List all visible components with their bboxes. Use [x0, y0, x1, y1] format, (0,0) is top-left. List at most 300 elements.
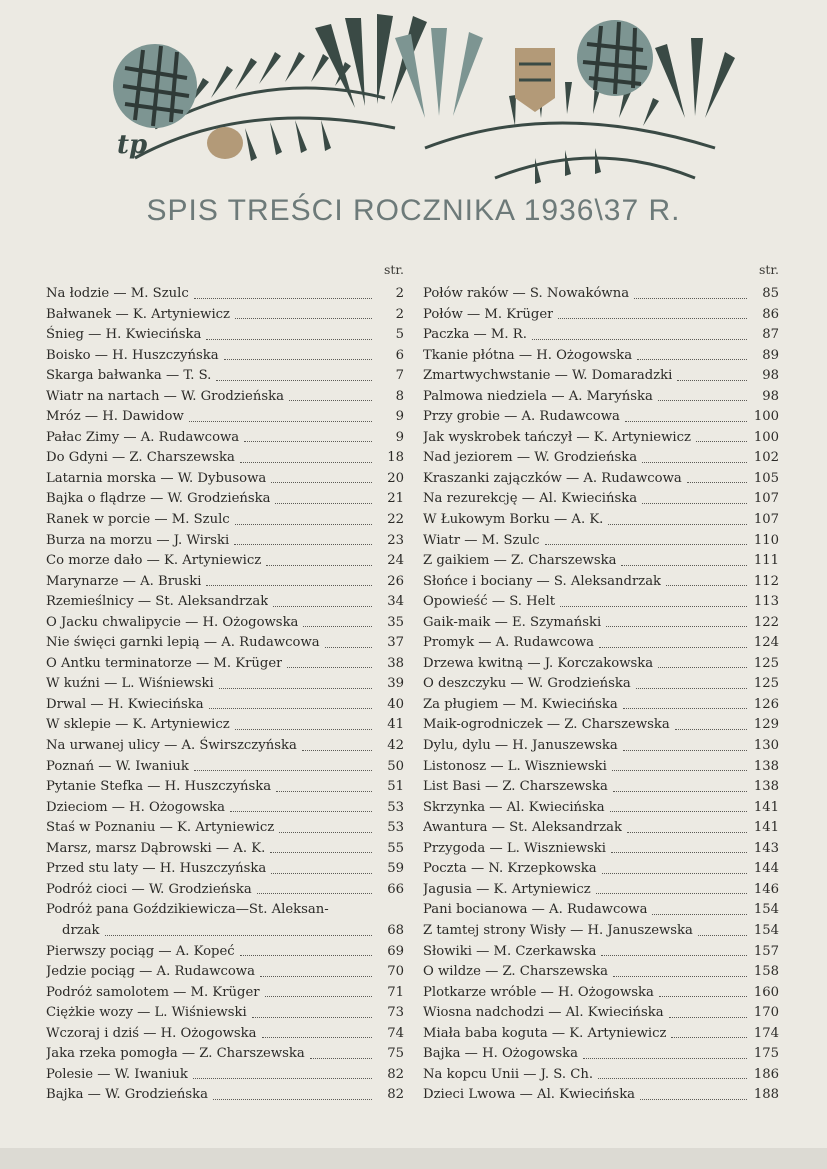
entry-page-number: 160: [753, 984, 779, 1000]
entry-page-number: 157: [753, 943, 779, 959]
dot-leader: [266, 565, 372, 566]
page-label: str.: [758, 262, 779, 277]
entry-title: Bajka — W. Grodzieńska: [46, 1087, 209, 1103]
toc-entry: [46, 1024, 404, 1045]
entry-page-number: 9: [395, 409, 404, 425]
entry-title: Palmowa niedziela — A. Maryńska: [423, 388, 653, 404]
entry-title: Na urwanej ulicy — A. Świrszczyńska: [46, 738, 297, 754]
toc-entry: [423, 387, 779, 408]
entry-title: Pytanie Stefka — H. Huszczyńska: [46, 779, 272, 795]
entry-page-number: 186: [753, 1066, 779, 1082]
toc-entry: [423, 839, 779, 860]
dot-leader: [640, 1099, 747, 1100]
toc-entry: [423, 469, 779, 490]
entry-title: Maik-ogrodniczek — Z. Charszewska: [423, 717, 670, 733]
entry-page-number: 144: [753, 861, 779, 877]
entry-page-number: 138: [753, 779, 779, 795]
dot-leader: [270, 852, 372, 853]
entry-title: O Jacku chwalipycie — H. Ożogowska: [46, 614, 299, 630]
entry-title: O wildze — Z. Charszewska: [423, 964, 608, 980]
dot-leader: [652, 914, 747, 915]
dot-leader: [611, 852, 747, 853]
dot-leader: [265, 996, 372, 997]
entry-page-number: 71: [387, 984, 404, 1000]
toc-entry: [423, 613, 779, 634]
entry-page-number: 112: [753, 573, 779, 589]
toc-entry: [46, 510, 404, 531]
page-label: str.: [383, 262, 404, 277]
entry-title: Połów — M. Krüger: [423, 306, 554, 322]
entry-title: Z tamtej strony Wisły — H. Januszewska: [423, 922, 693, 938]
entry-page-number: 55: [387, 840, 404, 856]
entry-title: Bałwanek — K. Artyniewicz: [46, 306, 231, 322]
entry-title: Poznań — W. Iwaniuk: [46, 758, 189, 774]
toc-entry: [46, 777, 404, 798]
entry-title: Pani bocianowa — A. Rudawcowa: [423, 902, 648, 918]
dot-leader: [698, 935, 747, 936]
entry-title: Połów raków — S. Nowakówna: [423, 286, 630, 301]
entry-page-number: 129: [753, 717, 779, 733]
toc-entry: [46, 407, 404, 428]
dot-leader: [642, 503, 747, 504]
entry-page-number: 41: [387, 717, 404, 733]
entry-page-number: 125: [753, 655, 779, 671]
dot-leader: [189, 421, 372, 422]
entry-page-number: 141: [753, 820, 779, 836]
entry-title: Przy grobie — A. Rudawcowa: [423, 409, 620, 425]
dot-leader: [235, 318, 372, 319]
entry-page-number: 98: [762, 388, 779, 404]
dot-leader: [675, 729, 747, 730]
dot-leader: [262, 1037, 372, 1038]
entry-title: Słońce i bociany — S. Aleksandrzak: [423, 573, 662, 589]
dot-leader: [271, 482, 372, 483]
dot-leader: [213, 1099, 372, 1100]
dot-leader: [216, 380, 372, 381]
entry-page-number: 21: [387, 491, 404, 507]
dot-leader: [642, 462, 747, 463]
entry-page-number: 82: [387, 1087, 404, 1103]
entry-page-number: 9: [395, 429, 404, 445]
entry-title: Pałac Zimy — A. Rudawcowa: [46, 429, 240, 445]
toc-entry: [46, 1065, 404, 1086]
entry-page-number: 68: [387, 922, 404, 938]
entry-title: W sklepie — K. Artyniewicz: [46, 717, 230, 733]
dot-leader: [234, 544, 372, 545]
toc-entry: [46, 1085, 404, 1106]
toc-entry: [46, 572, 404, 593]
entry-page-number: 175: [753, 1046, 779, 1062]
entry-title: Tkanie płótna — H. Ożogowska: [423, 347, 633, 363]
entry-title: Podróż pana Goździkiewicza—St. Aleksan-: [46, 902, 329, 918]
toc-entry: [423, 1065, 779, 1086]
toc-entry: [46, 757, 404, 778]
toc-entry: [46, 962, 404, 983]
entry-page-number: 37: [387, 635, 404, 651]
toc-entry: [423, 798, 779, 819]
entry-title: Rzemieślnicy — St. Aleksandrzak: [46, 594, 269, 610]
dot-leader: [275, 503, 372, 504]
floral-ornament: [95, 8, 735, 188]
toc-entry: [423, 407, 779, 428]
toc-list-right: [423, 284, 779, 1106]
entry-page-number: 39: [387, 676, 404, 692]
toc-entry: [423, 448, 779, 469]
toc-entry: [46, 818, 404, 839]
dot-leader: [658, 667, 747, 668]
dot-leader: [596, 893, 747, 894]
toc-entry: [46, 633, 404, 654]
entry-title: Wiatr na nartach — W. Grodzieńska: [46, 388, 284, 404]
entry-title: Dylu, dylu — H. Januszewska: [423, 738, 618, 754]
toc-entry: [46, 839, 404, 860]
dot-leader: [287, 667, 372, 668]
toc-entry: [423, 777, 779, 798]
entry-page-number: 50: [387, 758, 404, 774]
entry-title: Paczka — M. R.: [423, 327, 527, 343]
toc-entry: [423, 489, 779, 510]
entry-page-number: 70: [387, 964, 404, 980]
dot-leader: [637, 359, 747, 360]
dot-leader: [257, 893, 372, 894]
toc-entry: [46, 715, 404, 736]
entry-title: Jagusia — K. Artyniewicz: [423, 881, 591, 897]
entry-title: Wiosna nadchodzi — Al. Kwiecińska: [423, 1005, 664, 1021]
dot-leader: [325, 647, 372, 648]
entry-title: Słowiki — M. Czerkawska: [423, 943, 597, 959]
toc-entry: [46, 736, 404, 757]
toc-entry: [423, 633, 779, 654]
entry-title: Do Gdyni — Z. Charszewska: [46, 450, 235, 466]
dot-leader: [634, 298, 747, 299]
entry-page-number: 35: [387, 614, 404, 630]
toc-entry: [46, 674, 404, 695]
toc-entry: [423, 757, 779, 778]
entry-page-number: 23: [387, 532, 404, 548]
entry-page-number: 18: [387, 450, 404, 466]
dot-leader: [636, 688, 747, 689]
entry-page-number: 2: [395, 306, 404, 322]
entry-title: Dzieciom — H. Ożogowska: [46, 799, 226, 815]
toc-entry: [423, 1085, 779, 1106]
toc-entry: [46, 325, 404, 346]
dot-leader: [194, 298, 372, 299]
dot-leader: [627, 832, 747, 833]
toc-entry: [46, 305, 404, 326]
toc-entry: [46, 489, 404, 510]
entry-title: Skarga bałwanka — T. S.: [46, 368, 212, 384]
dot-leader: [206, 339, 372, 340]
toc-entry: [46, 387, 404, 408]
dot-leader: [583, 1058, 747, 1059]
dot-leader: [105, 935, 372, 936]
entry-title: O Antku terminatorze — M. Krüger: [46, 655, 283, 671]
dot-leader: [279, 832, 372, 833]
entry-page-number: 2: [395, 286, 404, 301]
entry-page-number: 100: [753, 429, 779, 445]
dot-leader: [696, 441, 747, 442]
entry-title: Awantura — St. Aleksandrzak: [423, 820, 623, 836]
toc-list-left: [46, 284, 404, 1106]
entry-title: Jedzie pociąg — A. Rudawcowa: [46, 964, 255, 980]
entry-page-number: 138: [753, 758, 779, 774]
entry-title: Plotkarze wróble — H. Ożogowska: [423, 984, 654, 1000]
entry-page-number: 34: [387, 594, 404, 610]
entry-title: Opowieść — S. Helt: [423, 594, 555, 610]
dot-leader: [219, 688, 372, 689]
dot-leader: [560, 606, 747, 607]
entry-title: Poczta — N. Krzepkowska: [423, 861, 597, 877]
entry-title: Pierwszy pociąg — A. Kopeć: [46, 943, 235, 959]
entry-page-number: 8: [395, 388, 404, 404]
entry-page-number: 89: [762, 347, 779, 363]
entry-page-number: 7: [395, 368, 404, 384]
entry-title: Z gaikiem — Z. Charszewska: [423, 553, 617, 569]
entry-title: Drwal — H. Kwiecińska: [46, 696, 204, 712]
dot-leader: [601, 955, 747, 956]
entry-title: Za pługiem — M. Kwiecińska: [423, 696, 618, 712]
page-column-header: [46, 262, 404, 284]
dot-leader: [206, 585, 372, 586]
dot-leader: [623, 708, 747, 709]
toc-entry: [423, 880, 779, 901]
toc-entry: [423, 736, 779, 757]
toc-entry: [46, 942, 404, 963]
entry-title: Podróż cioci — W. Grodzieńska: [46, 881, 252, 897]
toc-entry: [46, 531, 404, 552]
entry-title: Jaka rzeka pomogła — Z. Charszewska: [46, 1046, 305, 1062]
entry-title: Na łodzie — M. Szulc: [46, 286, 189, 301]
entry-title: W kuźni — L. Wiśniewski: [46, 676, 214, 692]
toc-entry: [46, 798, 404, 819]
entry-page-number: 113: [753, 594, 779, 610]
entry-page-number: 146: [753, 881, 779, 897]
entry-title: Na rezurekcję — Al. Kwiecińska: [423, 491, 638, 507]
entry-title: Dzieci Lwowa — Al. Kwiecińska: [423, 1087, 636, 1103]
toc-entry: [423, 859, 779, 880]
toc-entry: [423, 346, 779, 367]
entry-title: Bajka o flądrze — W. Grodzieńska: [46, 491, 271, 507]
entry-page-number: 6: [395, 347, 404, 363]
entry-page-number: 5: [395, 327, 404, 343]
entry-page-number: 188: [753, 1087, 779, 1103]
dot-leader: [545, 544, 747, 545]
toc-entry: [46, 983, 404, 1004]
dot-leader: [602, 873, 747, 874]
dot-leader: [659, 996, 747, 997]
entry-page-number: 20: [387, 470, 404, 486]
dot-leader: [658, 400, 747, 401]
toc-entry: [423, 325, 779, 346]
entry-page-number: 73: [387, 1005, 404, 1021]
entry-title: Staś w Poznaniu — K. Artyniewicz: [46, 820, 275, 836]
dot-leader: [209, 708, 372, 709]
entry-title: Co morze dało — K. Artyniewicz: [46, 553, 262, 569]
entry-title: Kraszanki zajączków — A. Rudawcowa: [423, 470, 682, 486]
entry-title: Latarnia morska — W. Dybusowa: [46, 470, 267, 486]
entry-title: Wiatr — M. Szulc: [423, 532, 540, 548]
toc-entry: [46, 366, 404, 387]
dot-leader: [244, 441, 372, 442]
entry-title: Mróz — H. Dawidow: [46, 409, 184, 425]
entry-title: Nie święci garnki lepią — A. Rudawcowa: [46, 635, 320, 651]
toc-entry: [423, 510, 779, 531]
toc-entry: [423, 900, 779, 921]
toc-entry: [423, 674, 779, 695]
dot-leader: [271, 873, 372, 874]
entry-title: Gaik-maik — E. Szymański: [423, 614, 602, 630]
entry-page-number: 85: [762, 286, 779, 301]
entry-page-number: 125: [753, 676, 779, 692]
dot-leader: [558, 318, 747, 319]
toc-entry: [46, 428, 404, 449]
entry-title: Boisko — H. Huszczyńska: [46, 347, 219, 363]
entry-page-number: 122: [753, 614, 779, 630]
entry-page-number: 174: [753, 1025, 779, 1041]
dot-leader: [599, 647, 747, 648]
toc-entry: [46, 448, 404, 469]
toc-entry: [46, 346, 404, 367]
toc-entry: [423, 654, 779, 675]
page-title: SPIS TREŚCI ROCZNIKA 1936\37 R.: [146, 194, 681, 227]
dot-leader: [235, 524, 372, 525]
entry-title: O deszczyku — W. Grodzieńska: [423, 676, 631, 692]
entry-title: Drzewa kwitną — J. Korczakowska: [423, 655, 654, 671]
toc-entry: [46, 859, 404, 880]
monogram-logo: tp: [117, 130, 148, 160]
entry-page-number: 86: [762, 306, 779, 322]
entry-title: Na kopcu Unii — J. S. Ch.: [423, 1066, 594, 1082]
toc-entry: [46, 695, 404, 716]
entry-title: Miała baba koguta — K. Artyniewicz: [423, 1025, 667, 1041]
dot-leader: [273, 606, 372, 607]
entry-title: Marynarze — A. Bruski: [46, 573, 202, 589]
entry-page-number: 87: [762, 327, 779, 343]
toc-entry: [423, 1044, 779, 1065]
dot-leader: [671, 1037, 747, 1038]
entry-title: Wczoraj i dziś — H. Ożogowska: [46, 1025, 257, 1041]
toc-entry: [46, 880, 404, 901]
dot-leader: [235, 729, 372, 730]
toc-entry: [423, 818, 779, 839]
entry-page-number: 100: [753, 409, 779, 425]
toc-entry: [423, 531, 779, 552]
dot-leader: [623, 750, 747, 751]
entry-page-number: 170: [753, 1005, 779, 1021]
dot-leader: [302, 750, 372, 751]
entry-page-number: 82: [387, 1066, 404, 1082]
dot-leader: [310, 1058, 372, 1059]
entry-page-number: 75: [387, 1046, 404, 1062]
entry-title: Zmartwychwstanie — W. Domaradzki: [423, 368, 673, 384]
toc-entry: [423, 942, 779, 963]
dot-leader: [598, 1078, 747, 1079]
entry-page-number: 143: [753, 840, 779, 856]
entry-title: Promyk — A. Rudawcowa: [423, 635, 595, 651]
entry-page-number: 24: [387, 553, 404, 569]
entry-title: Podróż samolotem — M. Krüger: [46, 984, 260, 1000]
dot-leader: [610, 811, 747, 812]
entry-page-number: 102: [753, 450, 779, 466]
dot-leader: [608, 524, 747, 525]
toc-entry: [423, 366, 779, 387]
entry-title: Nad jeziorem — W. Grodzieńska: [423, 450, 638, 466]
toc-entry: [46, 1003, 404, 1024]
toc-entry: [46, 900, 404, 941]
dot-leader: [612, 770, 747, 771]
page-edge: [0, 1148, 827, 1169]
entry-title: Burza na morzu — J. Wirski: [46, 532, 230, 548]
toc-entry: [46, 469, 404, 490]
toc-entry: [423, 1003, 779, 1024]
entry-title: Przed stu laty — H. Huszczyńska: [46, 861, 267, 877]
toc-entry: [46, 592, 404, 613]
toc-entry: [423, 715, 779, 736]
entry-page-number: 42: [387, 738, 404, 754]
entry-page-number: 66: [387, 881, 404, 897]
dot-leader: [613, 791, 747, 792]
entry-title-continued: drzak: [62, 922, 100, 938]
toc-entry: [46, 551, 404, 572]
dot-leader: [613, 976, 747, 977]
entry-page-number: 53: [387, 799, 404, 815]
toc-entry: [423, 572, 779, 593]
toc-entry: [423, 305, 779, 326]
entry-page-number: 154: [753, 902, 779, 918]
dot-leader: [276, 791, 372, 792]
dot-leader: [194, 770, 372, 771]
toc-entry: [423, 983, 779, 1004]
dot-leader: [240, 462, 372, 463]
dot-leader: [260, 976, 372, 977]
dot-leader: [303, 626, 372, 627]
entry-title: Skrzynka — Al. Kwiecińska: [423, 799, 605, 815]
entry-title: Śnieg — H. Kwiecińska: [46, 327, 202, 343]
entry-page-number: 110: [753, 532, 779, 548]
header-illustration: [95, 8, 735, 188]
entry-page-number: 141: [753, 799, 779, 815]
entry-page-number: 38: [387, 655, 404, 671]
entry-page-number: 154: [753, 922, 779, 938]
dot-leader: [621, 565, 747, 566]
entry-title: Listonosz — L. Wiszniewski: [423, 758, 607, 774]
entry-page-number: 53: [387, 820, 404, 836]
entry-title: Ciężkie wozy — L. Wiśniewski: [46, 1005, 247, 1021]
dot-leader: [289, 400, 372, 401]
entry-title: W Łukowym Borku — A. K.: [423, 512, 604, 528]
dot-leader: [230, 811, 372, 812]
entry-page-number: 69: [387, 943, 404, 959]
toc-entry: [423, 921, 779, 942]
entry-page-number: 98: [762, 368, 779, 384]
entry-title: List Basi — Z. Charszewska: [423, 779, 608, 795]
entry-title: Jak wyskrobek tańczył — K. Artyniewicz: [423, 429, 691, 445]
toc-column-right: [423, 262, 779, 1106]
entry-title: Przygoda — L. Wiszniewski: [423, 840, 607, 856]
entry-page-number: 158: [753, 964, 779, 980]
dot-leader: [687, 482, 747, 483]
toc-entry: [423, 695, 779, 716]
entry-page-number: 40: [387, 696, 404, 712]
entry-page-number: 59: [387, 861, 404, 877]
entry-page-number: 126: [753, 696, 779, 712]
entry-title: Bajka — H. Ożogowska: [423, 1046, 578, 1062]
dot-leader: [669, 1017, 747, 1018]
entry-page-number: 107: [753, 491, 779, 507]
entry-page-number: 26: [387, 573, 404, 589]
entry-page-number: 105: [753, 470, 779, 486]
toc-entry: [423, 962, 779, 983]
